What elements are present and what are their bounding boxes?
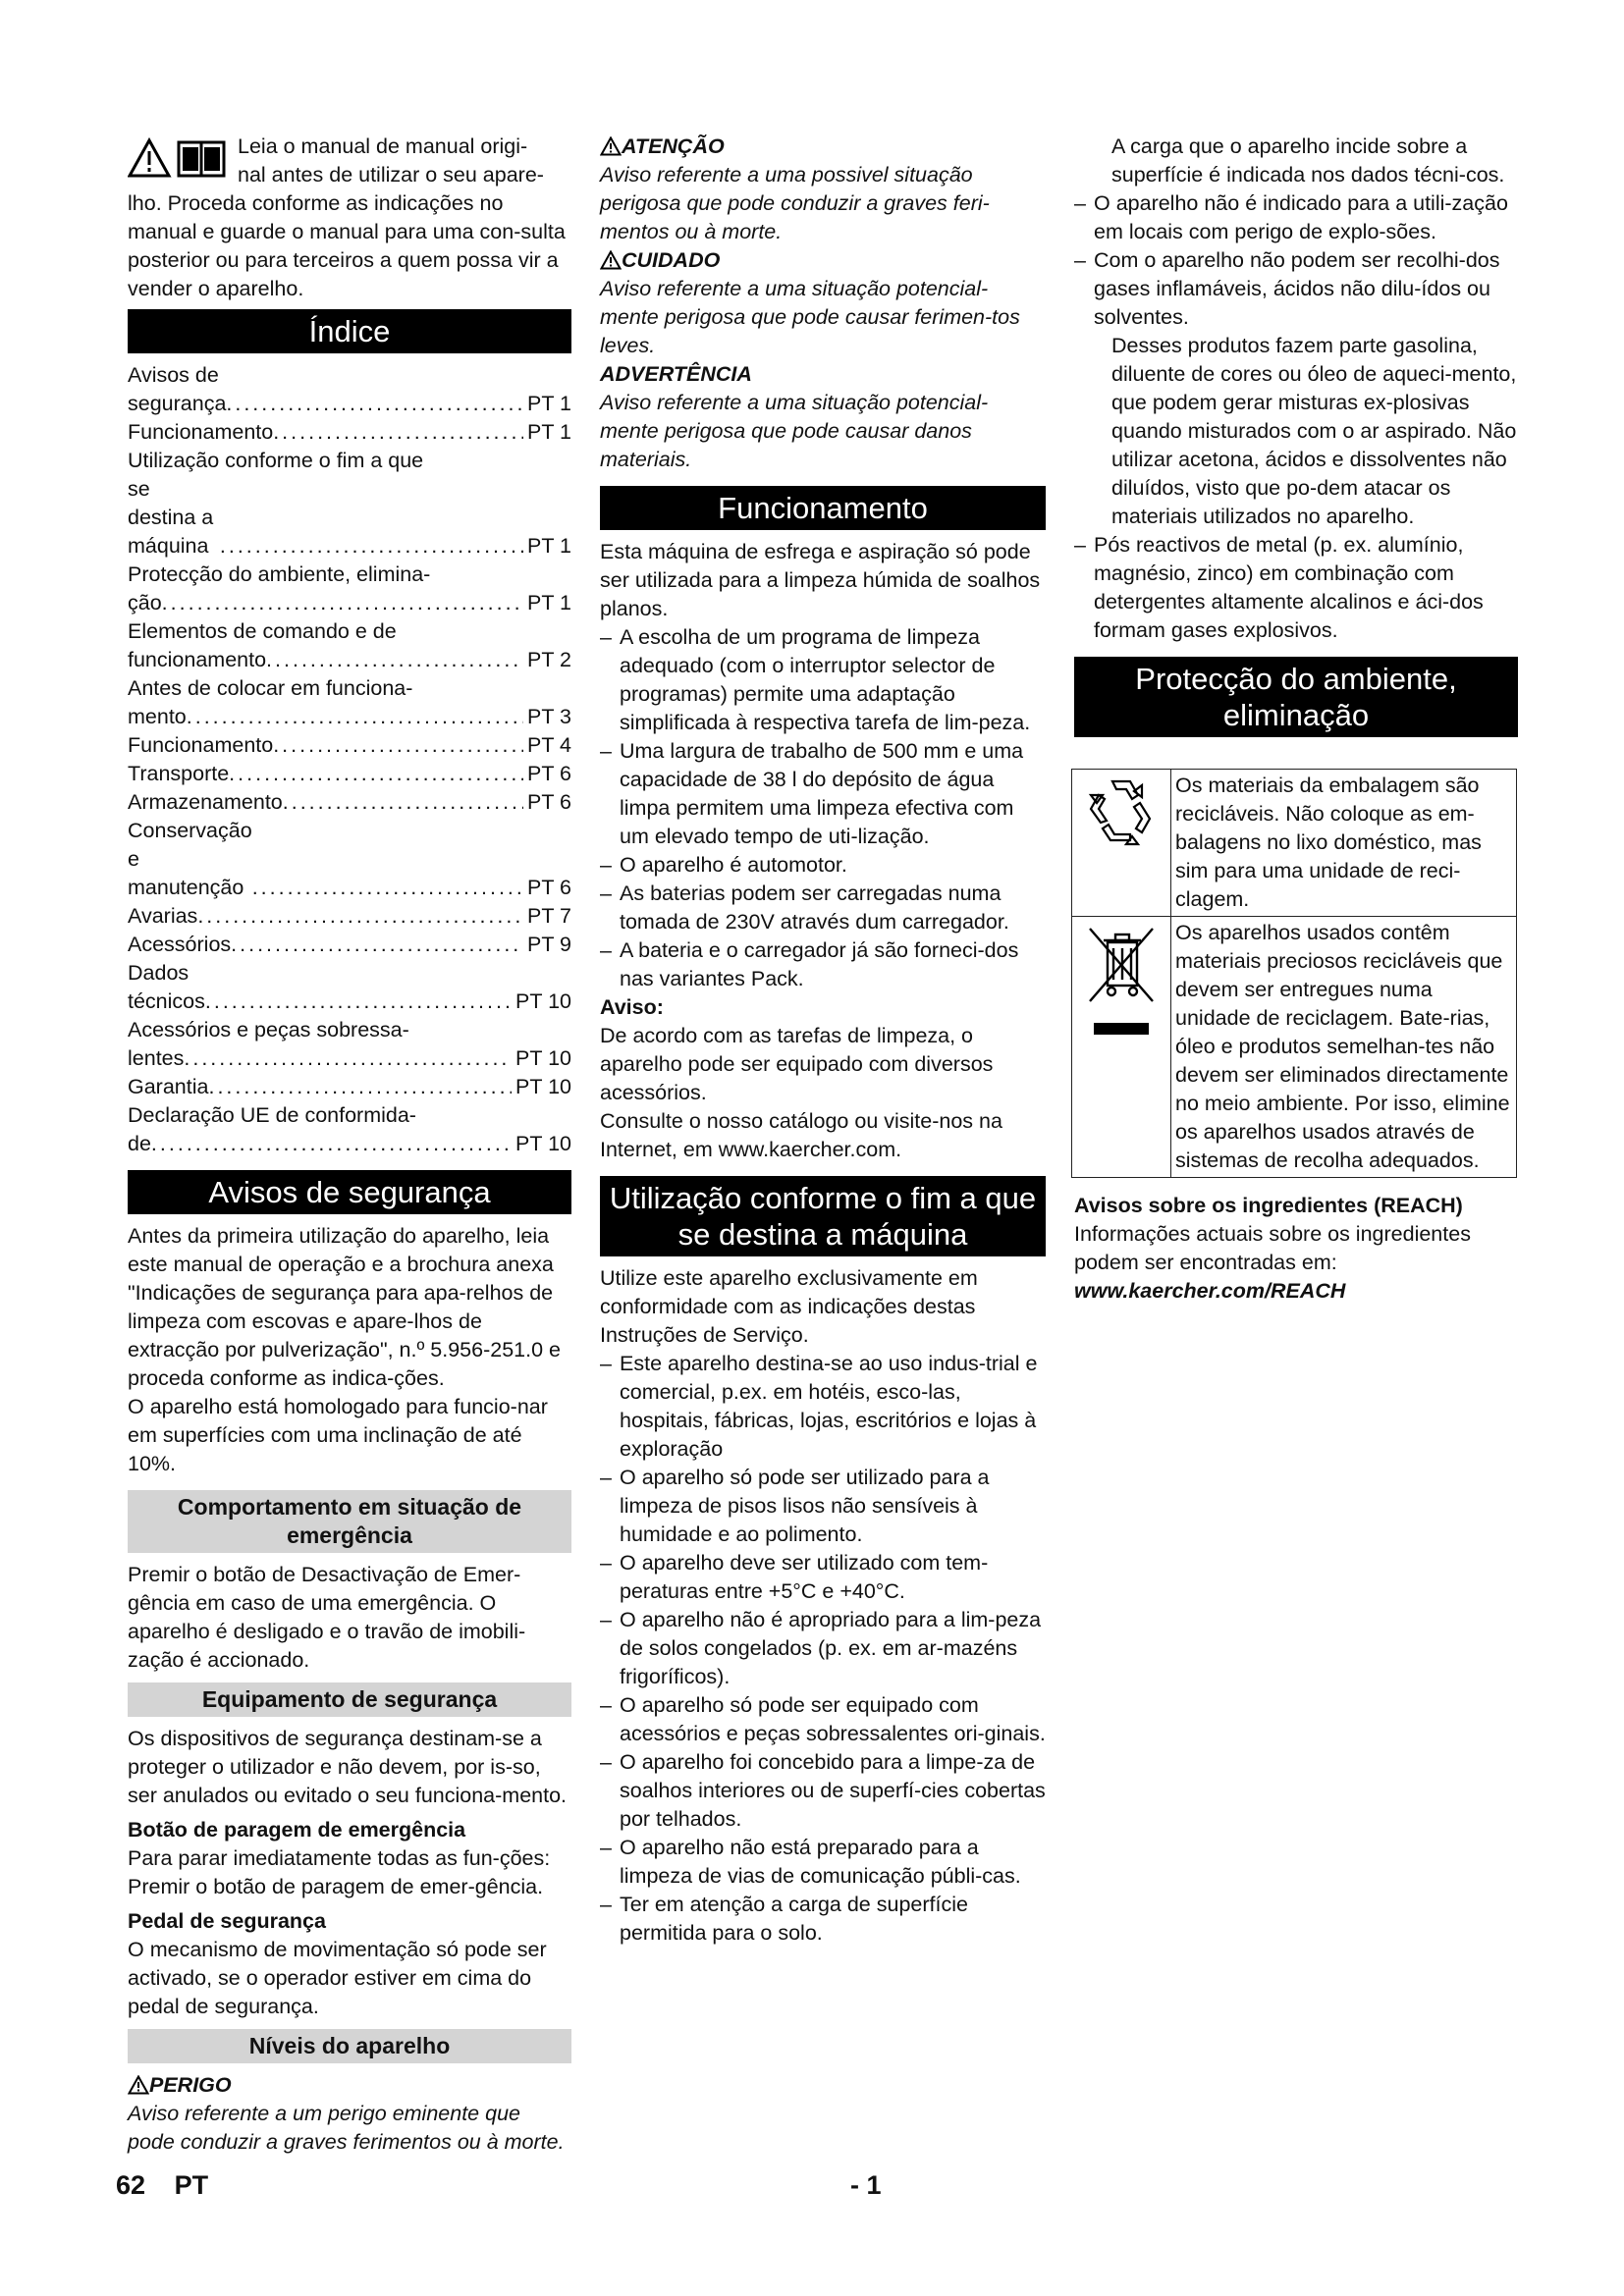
aviso-text-1: De acordo com as tarefas de limpeza, o aparelho pode ser equipado com diversos acessórios. [600,1024,994,1104]
funcionamento-heading: Funcionamento [600,486,1046,530]
environment-table [1071,769,1517,1178]
pedal-text: O mecanismo de movimentação só pode ser activado, se o operador estiver em cima do pedal de segurança. [128,1938,547,2018]
list-item: – Uma largura de trabalho de 500 mm e uma capacidade de 38 l do depósito de água limpa permitem uma limpeza efectiva com um elevado tempo de uti-lização. [600,739,1024,848]
toc-entry[interactable]: funcionamento ..... PT 2 [128,646,571,674]
emergencia-heading: Comportamento em situação de emergência [128,1490,571,1553]
atencao-text: Aviso referente a uma possivel situação perigosa que pode conduzir a graves feri-mentos ou à morte. [600,163,990,243]
table-row [1072,770,1517,917]
toc-entry[interactable]: Funcionamento ..... PT 4 [128,731,571,760]
warning-icon [600,250,622,270]
weee-cell [1072,917,1171,1178]
toc-entry[interactable]: Avisos de segurança ..... PT 1 [128,361,571,418]
botao-paragem-heading: Botão de paragem de emergência [128,1818,466,1842]
emergencia-text: Premir o botão de Desactivação de Emer-gência em caso de uma emergência. O aparelho é desligado e o travão de imobili-zação é accionado. [128,1563,526,1672]
list-item: – O aparelho só pode ser utilizado para a limpeza de pisos lisos não sensíveis à humidade e ao polimento. [600,1466,990,1546]
utilizacao-text: Utilize este aparelho exclusivamente em conformidade com as indicações destas Instruções de Serviço. [600,1266,978,1347]
avisos-heading: Avisos de segurança [128,1170,571,1214]
list-item: – Ter em atenção a carga de superfície permitida para o solo. [600,1893,968,1945]
list-item: – O aparelho foi concebido para a limpe-za de soalhos interiores ou de superfí-cies cobertas por telhados. [600,1750,1046,1831]
crossed-bin-icon [1080,921,1163,1048]
cuidado-text: Aviso referente a uma situação potencial-mente perigosa que pode causar ferimen-tos leves. [600,277,1020,357]
footer-section-number: - 1 [850,2170,882,2200]
advertencia-label: ADVERTÊNCIA [600,362,752,386]
warning-icon [128,136,230,180]
list-item: – O aparelho não está preparado para a limpeza de vias de comunicação públi-cas. [600,1836,1021,1888]
aviso-text-2: Consulte o nosso catálogo ou visite-nos na Internet, em www.kaercher.com. [600,1109,1002,1161]
list-item: – Este aparelho destina-se ao uso indus-trial e comercial, p.ex. em hotéis, esco-las, hospitais, fábricas, lojas, escritórios e lojas à exploração [600,1352,1038,1461]
column-right [1074,133,1518,1306]
intro [128,133,571,303]
reach-text: Informações actuais sobre os ingredientes podem ser encontradas em: [1074,1222,1471,1274]
toc-entry-line[interactable]: Antes de colocar em funciona- [128,676,413,700]
toc-entry[interactable]: Dados técnicos ..... PT 10 [128,959,571,1016]
indice-heading: Índice [128,309,571,353]
weee-text: Os aparelhos usados contêm materiais preciosos recicláveis que devem ser entregues numa unidade de reciclagem. Bate-rias, óleo e produtos semelhan-tes não devem ser eliminados directamente no meio ambiente. Por isso, elimine os aparelhos usados através de sistemas de recolha adequados. [1171,917,1517,1178]
toc-entry-line[interactable]: Utilização conforme o fim a que [128,449,424,472]
toc-entry-line[interactable]: Acessórios e peças sobressa- [128,1018,409,1041]
toc-entry-line[interactable]: Elementos de comando e de [128,619,397,643]
toc-entry[interactable]: Armazenamento ..... PT 6 [128,788,571,817]
equipamento-text: Os dispositivos de segurança destinam-se a proteger o utilizador e não devem, por is-so, ser anulados ou evitado o seu funciona-mento. [128,1727,568,1807]
list-item: – A escolha de um programa de limpeza adequado (com o interruptor selector de programas) permite uma adaptação simplificada à respectiva tarefa de lim-peza. [600,625,1031,734]
gases-extra-text: Desses produtos fazem parte gasolina, diluente de cores ou óleo de aqueci-mento, que podem gerar misturas ex-plosivas quando misturados com o ar aspirado. Não utilizar acetona, ácidos e dissolventes não diluídos, visto que po-dem atacar os materiais utilizados no aparelho. [1111,334,1517,528]
warning-icon [128,2075,149,2095]
aviso-label: Aviso: [600,995,664,1019]
warning-manual-icons [128,136,230,187]
warning-icon [600,136,622,156]
recycle-icon [1083,774,1160,852]
toc-entry-line[interactable]: Protecção do ambiente, elimina- [128,562,431,586]
toc-entry[interactable]: ção ..... PT 1 [128,589,571,617]
toc-entry[interactable]: Transporte ..... PT 6 [128,760,571,788]
utilizacao-heading: Utilização conforme o fim a que se destina a máquina [600,1176,1046,1256]
column-left [128,133,571,2157]
avisos-text-2: O aparelho está homologado para funcio-nar em superfícies com uma inclinação de até 10%. [128,1395,548,1475]
list-item: – O aparelho deve ser utilizado com tem-peraturas entre +5°C e +40°C. [600,1551,989,1603]
toc-entry[interactable]: Acessórios ..... PT 9 [128,931,571,959]
list-item: – O aparelho não é indicado para a utili-zação em locais com perigo de explo-sões. [1074,191,1508,243]
list-item: – O aparelho só pode ser equipado com acessórios e peças sobressalentes ori-ginais. [600,1693,1046,1745]
intro-line1: Leia o manual de manual origi- [238,134,528,158]
toc-entry[interactable]: lentes ..... PT 10 [128,1044,571,1073]
toc-entry[interactable]: Garantia ..... PT 10 [128,1073,571,1101]
toc-entry[interactable]: mento ..... PT 3 [128,703,571,731]
toc-entry[interactable]: Avarias ..... PT 7 [128,902,571,931]
intro-text: lho. Proceda conforme as indicações no manual e guarde o manual para uma con-sulta posterior ou para terceiros a quem possa vir a vender o aparelho. [128,191,566,300]
perigo-text: Aviso referente a um perigo eminente que pode conduzir a graves ferimentos ou à morte. [128,2102,565,2154]
atencao-label: ATENÇÃO [600,133,1046,161]
footer-page [116,2170,208,2201]
reach-heading: Avisos sobre os ingredientes (REACH) [1074,1194,1463,1217]
pedal-heading: Pedal de segurança [128,1909,326,1933]
advertencia-text: Aviso referente a uma situação potencial-mente perigosa que pode causar danos materiais. [600,391,989,471]
list-item: – Com o aparelho não podem ser recolhi-dos gases inflamáveis, ácidos não dilu-ídos ou solventes. [1074,248,1500,329]
table-row [1072,917,1517,1178]
recycle-cell [1072,770,1171,917]
list-item: – O aparelho é automotor. [600,853,847,877]
reach-link[interactable]: www.kaercher.com/REACH [1074,1279,1346,1303]
table-of-contents [128,361,571,1158]
cuidado-label: CUIDADO [600,246,1046,275]
recycle-text: Os materiais da embalagem são recicláveis. Não coloque as em-balagens no lixo doméstico, mas sim para uma unidade de reci-clagem. [1171,770,1517,917]
list-item: – O aparelho não é apropriado para a lim-peza de solos congelados (p. ex. em ar-mazéns frigoríficos). [600,1608,1042,1688]
toc-entry[interactable]: se destina a máquina ..... PT 1 [128,475,571,561]
column-middle [600,133,1046,1948]
page-number: 62 [116,2170,146,2200]
toc-entry-line[interactable]: Declaração UE de conformida- [128,1103,416,1127]
list-item: – As baterias podem ser carregadas numa tomada de 230V através dum carregador. [600,881,1009,934]
toc-entry[interactable]: Funcionamento ..... PT 1 [128,418,571,447]
intro-line2: nal antes de utilizar o seu apare- [238,163,544,187]
perigo-label: PERIGO [128,2071,571,2100]
language-code: PT [174,2170,209,2200]
botao-paragem-text: Para parar imediatamente todas as fun-ções: Premir o botão de paragem de emer-gência. [128,1846,551,1898]
niveis-heading: Níveis do aparelho [128,2029,571,2063]
list-item: – A bateria e o carregador já são forneci-dos nas variantes Pack. [600,938,1019,990]
avisos-text-1: Antes da primeira utilização do aparelho, leia este manual de operação e a brochura anexa "Indicações de segurança para apa-relhos de limpeza com escovas e apare-lhos de extracção por pulverização", n.º 5.956-251.0 e proceda conforme as indica-ções. [128,1224,561,1390]
carga-text: A carga que o aparelho incide sobre a superfície é indicada nos dados técni-cos. [1111,134,1505,187]
equipamento-heading: Equipamento de segurança [128,1682,571,1717]
manual-book-icon [179,142,224,176]
list-item: – Pós reactivos de metal (p. ex. alumínio, magnésio, zinco) em combinação com detergentes altamente alcalinos e áci-dos formam gases explosivos. [1074,533,1484,642]
toc-entry[interactable]: de ..... PT 10 [128,1130,571,1158]
funcionamento-text: Esta máquina de esfrega e aspiração só pode ser utilizada para a limpeza húmida de soalhos planos. [600,540,1041,620]
toc-entry[interactable]: Conservação e manutenção ..... PT 6 [128,817,571,902]
ambiente-heading: Protecção do ambiente, eliminação [1074,657,1518,737]
